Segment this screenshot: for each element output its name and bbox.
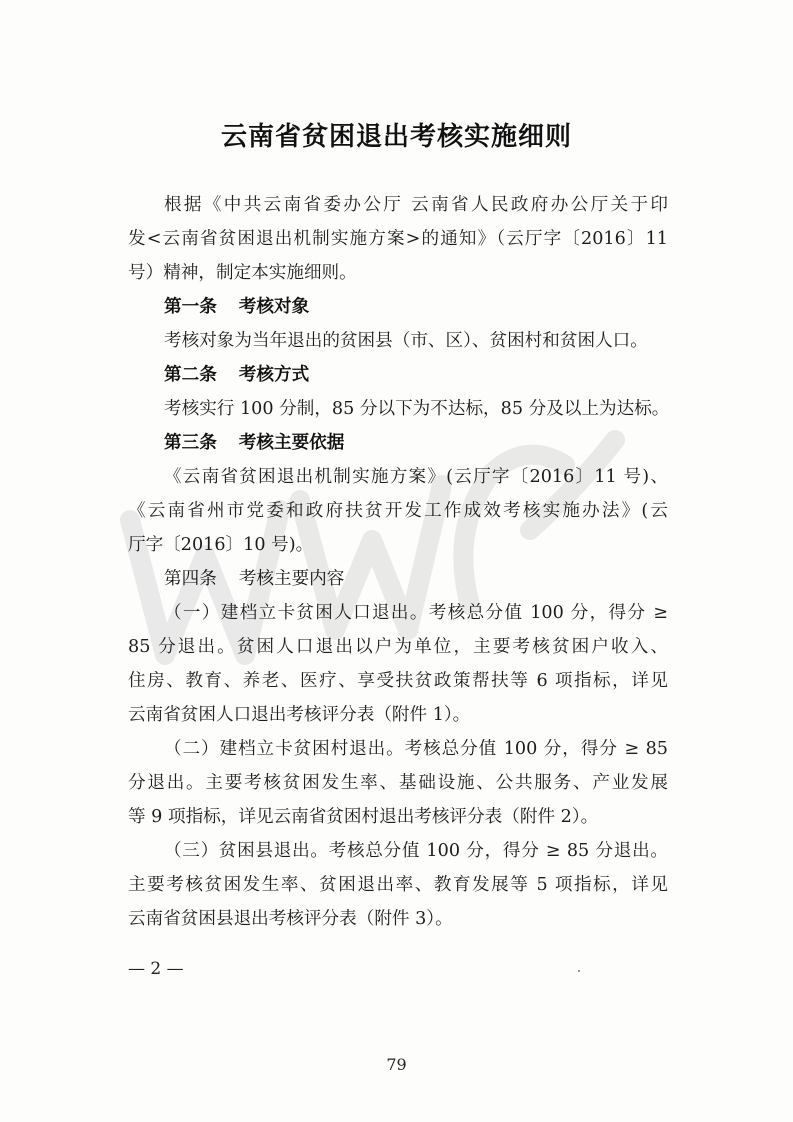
article-2-text: 考核实行 100 分制，85 分以下为不达标，85 分及以上为达标。	[164, 399, 670, 419]
item-2-line-1: （二）建档立卡贫困村退出。考核总分值 100 分，得分 ≥ 85	[164, 739, 668, 759]
page-number: 79	[386, 1055, 407, 1074]
item-3-line-3: 云南省贫困县退出考核评分表（附件 3）。	[128, 909, 453, 929]
intro-line-1: 根据《中共云南省委办公厅 云南省人民政府办公厅关于印	[164, 195, 668, 215]
item-2-line-2: 分退出。主要考核贫困发生率、基础设施、公共服务、产业发展	[128, 773, 668, 793]
document-title: 云南省贫困退出考核实施细则	[220, 122, 572, 152]
article-3-label: 第三条	[164, 432, 217, 453]
article-2-title: 考核方式	[238, 364, 310, 385]
item-3-line-1: （三）贫困县退出。考核总分值 100 分，得分 ≥ 85 分退出。	[164, 841, 668, 861]
article-1-title: 考核对象	[238, 296, 310, 317]
item-1-line-4: 云南省贫困人口退出考核评分表（附件 1）。	[128, 705, 471, 725]
page-marker: — 2 —	[128, 959, 184, 979]
article-1-text: 考核对象为当年退出的贫困县（市、区）、贫困村和贫困人口。	[164, 331, 648, 351]
article-4-heading	[164, 567, 344, 591]
article-1-label: 第一条	[164, 296, 217, 317]
article-3-heading	[164, 431, 344, 455]
article-2-label: 第二条	[164, 364, 217, 385]
article-1-heading	[164, 295, 309, 319]
intro-line-3: 号）精神，制定本实施细则。	[128, 263, 357, 283]
item-3-line-2: 主要考核贫困发生率、贫困退出率、教育发展等 5 项指标，详见	[128, 875, 668, 895]
item-1-line-3: 住房、教育、养老、医疗、享受扶贫政策帮扶等 6 项指标，详见	[128, 671, 668, 691]
article-3-line-1: 《云南省贫困退出机制实施方案》(云厅字〔2016〕11 号)、	[164, 467, 668, 487]
item-1-line-1: （一）建档立卡贫困人口退出。考核总分值 100 分，得分 ≥	[164, 603, 668, 623]
article-4-label: 第四条	[164, 569, 217, 589]
item-2-line-3: 等 9 项指标，详见云南省贫困村退出考核评分表（附件 2）。	[128, 807, 599, 827]
intro-line-2: 发<云南省贫困退出机制实施方案>的通知》（云厅字〔2016〕11	[128, 229, 668, 249]
article-3-line-3: 厅字〔2016〕10 号)。	[128, 535, 314, 555]
article-3-line-2: 《云南省州市党委和政府扶贫开发工作成效考核实施办法》(云	[128, 501, 668, 521]
article-2-heading	[164, 363, 309, 387]
scan-dot	[578, 970, 580, 972]
article-3-title: 考核主要依据	[238, 432, 345, 453]
article-4-title: 考核主要内容	[238, 569, 345, 589]
item-1-line-2: 85 分退出。贫困人口退出以户为单位，主要考核贫困户收入、	[128, 637, 668, 657]
